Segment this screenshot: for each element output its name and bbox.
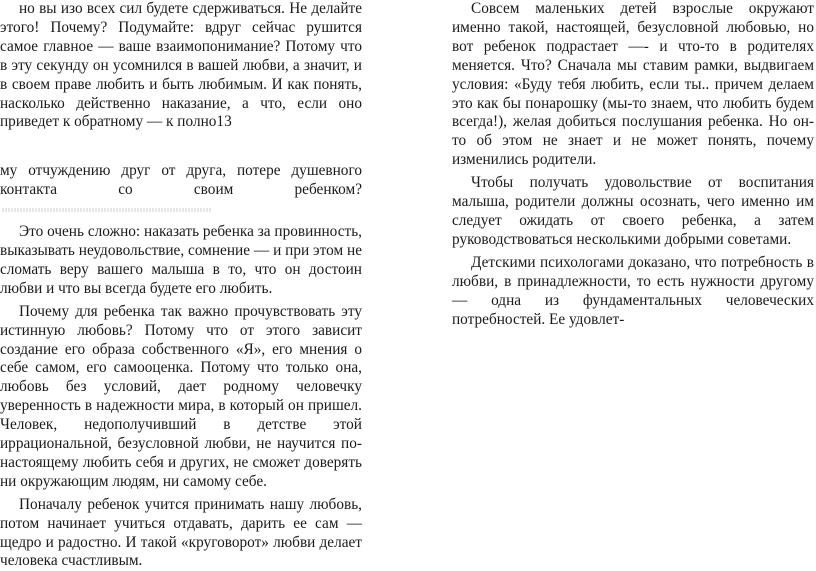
paragraph bbox=[0, 162, 362, 219]
page-break-gap bbox=[0, 132, 362, 162]
paragraph: Чтобы получать удовольствие от воспитания малыша, родители должны осознать, чего именно им следует ожидать от своего ребенка, а затем руководствоваться несколькими добрыми советами. bbox=[452, 174, 814, 248]
paragraph-text: му отчуждению друг от друга, потере душевного контакта со своим ребенком? bbox=[0, 162, 362, 199]
paragraph: Это очень сложно: наказать ребенка за провинность, выказывать неудовольствие, сомнение — и при этом не сломать веру вашего малыша в то, что он достоин любви и что вы всегда будете его любить. bbox=[0, 223, 362, 297]
left-text-column bbox=[0, 0, 362, 571]
paragraph: Поначалу ребенок учится принимать нашу любовь, потом начинает учиться отдавать, дарить ее сам — щедро и радостно. И такой «круговорот» любви делает человека счастливым. bbox=[0, 495, 362, 570]
paragraph: Детскими психологами доказано, что потребность в любви, в принадлежности, то есть нужности другому — одна из фундаментальных человеческих потребностей. Ее удовлет- bbox=[452, 253, 814, 328]
paragraph: Совсем маленьких детей взрослые окружают именно такой, настоящей, безусловной любовью, но вот ребенок подрастает —- и что-то в родителях меняется. Что? Сначала мы ставим рамки, выдвигаем условия: «Буду тебя любить, если ты.. причем делаем это как бы понарошку (мы-то знаем, что любить будем всегда!), желая добиться послушания ребенка. Но он-то об этом не знает и не может понять, почему изменились родители. bbox=[452, 0, 814, 169]
right-text-column bbox=[452, 0, 814, 329]
paragraph: Почему для ребенка так важно прочувствовать эту истинную любовь? Потому что от этого зависит создание его образа собственного «Я», его мнения о себе самом, его самооценка. Потому что только она, любовь без условий, дает родному человечку уверенность в надежности мира, в который он пришел. Человек, недополучивший в детстве этой иррациональной, безусловной любви, не научится по-настоящему любить себя и других, не сможет доверять ни окружающим людям, ни самому себе. bbox=[0, 302, 362, 490]
page-number: 13 bbox=[216, 113, 232, 131]
paragraph-text: но вы изо всех сил будете сдерживаться. Не делайте этого! Почему? Подумайте: вдруг сейчас рушится самое главное — ваше взаимопонимание? Потому что в эту секунду он усомнился в вашей любви, а значит, и в своем праве любить и быть любимым. И как понять, насколько действенно наказание, а что, если оно приведет к обратному — к полно bbox=[0, 0, 362, 131]
paragraph bbox=[0, 0, 362, 132]
scan-artifact bbox=[2, 208, 212, 212]
